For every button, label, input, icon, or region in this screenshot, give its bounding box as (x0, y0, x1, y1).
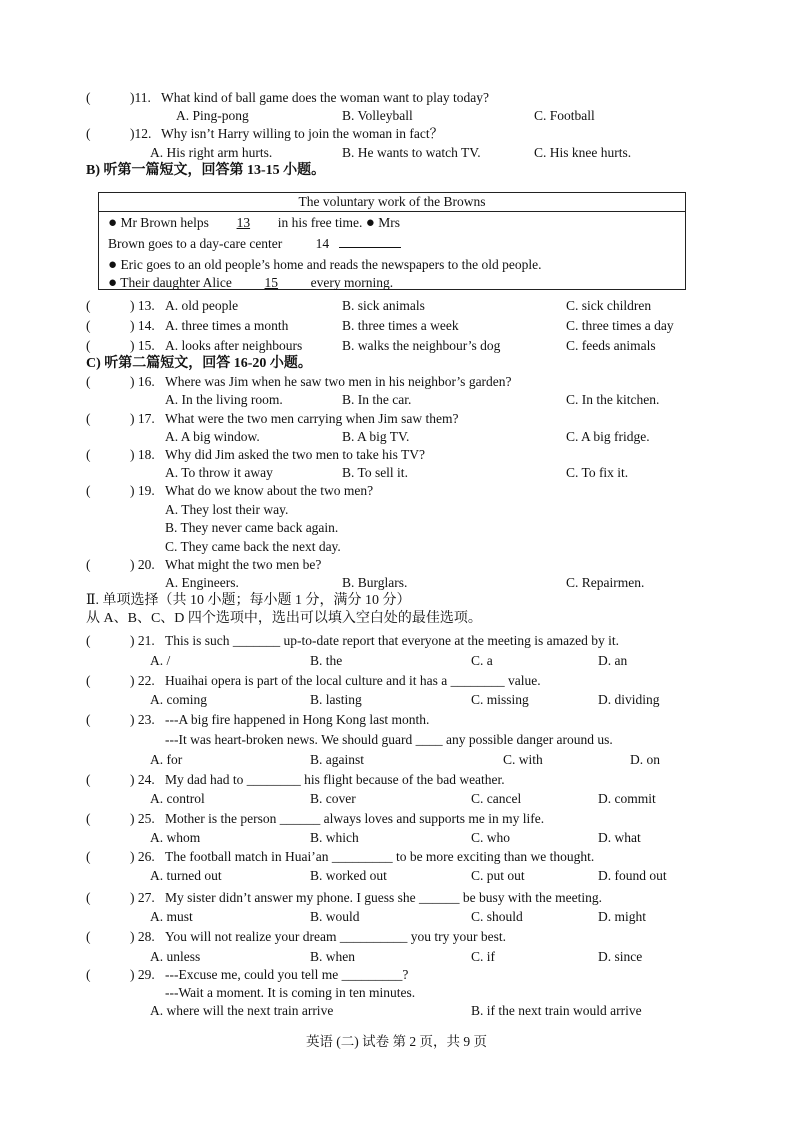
option-c: C. if (471, 949, 496, 964)
option-b: B. worked out (310, 868, 387, 883)
question-number: )12. (130, 126, 152, 141)
table-title: The voluntary work of the Browns (99, 193, 685, 212)
question-stem: What might the two men be? (165, 557, 322, 572)
option-b: B. They never came back again. (165, 520, 339, 535)
question-number: ) 20. (130, 557, 155, 572)
question-stem: Why did Jim asked the two men to take his TV? (165, 447, 425, 462)
option-c: C. To fix it. (566, 465, 629, 480)
option-d: D. found out (598, 868, 667, 883)
option-c: C. In the kitchen. (566, 392, 660, 407)
question-stem: ---Excuse me, could you tell me _________? (165, 967, 409, 982)
question-stem: The football match in Huai’an _________ to be more exciting than we thought. (165, 849, 595, 864)
question-number: ) 21. (130, 633, 155, 648)
option-a: A. turned out (150, 868, 222, 883)
answer-paren[interactable]: ( (86, 374, 91, 389)
option-a: A. looks after neighbours (165, 338, 303, 353)
question-stem-2: ---It was heart-broken news. We should guard ____ any possible danger around us. (165, 732, 613, 747)
option-d: D. dividing (598, 692, 660, 707)
option-d: D. might (598, 909, 647, 924)
section-c-heading: C) 听第二篇短文，回答 16-20 小题。 (86, 356, 312, 371)
option-c: C. with (503, 752, 543, 767)
answer-paren[interactable]: ( (86, 338, 91, 353)
option-c: C. should (471, 909, 523, 924)
option-c: C. sick children (566, 298, 652, 313)
option-c: C. They came back the next day. (165, 539, 341, 554)
blank-13[interactable]: 13 (236, 215, 251, 230)
answer-paren[interactable]: ( (86, 849, 91, 864)
option-a: A. where will the next train arrive (150, 1003, 334, 1018)
question-number: ) 27. (130, 890, 155, 905)
answer-paren[interactable]: ( (86, 772, 91, 787)
question-stem: Mother is the person ______ always loves and supports me in my life. (165, 811, 545, 826)
option-b: B. A big TV. (342, 429, 410, 444)
blank-14[interactable] (339, 235, 401, 248)
question-number: ) 17. (130, 411, 155, 426)
answer-paren[interactable]: ( (86, 929, 91, 944)
option-b: B. which (310, 830, 359, 845)
option-b: B. To sell it. (342, 465, 408, 480)
answer-paren[interactable]: ( (86, 890, 91, 905)
option-a: A. Ping-pong (176, 108, 249, 123)
option-d: D. on (630, 752, 660, 767)
option-a: A. must (150, 909, 193, 924)
option-b: B. if the next train would arrive (471, 1003, 642, 1018)
question-stem: Why isn’t Harry willing to join the woman in fact？ (161, 126, 444, 141)
option-a: A. / (150, 653, 171, 668)
option-b: B. three times a week (342, 318, 459, 333)
question-stem: This is such _______ up-to-date report that everyone at the meeting is amazed by it. (165, 633, 619, 648)
question-number: ) 24. (130, 772, 155, 787)
option-c: C. Repairmen. (566, 575, 645, 590)
option-a: A. whom (150, 830, 201, 845)
option-b: B. Burglars. (342, 575, 408, 590)
option-b: B. sick animals (342, 298, 425, 313)
answer-paren[interactable]: ( (86, 318, 91, 333)
blank-15[interactable]: 15 (264, 275, 279, 290)
option-b: B. against (310, 752, 364, 767)
option-c: C. a (471, 653, 493, 668)
bullet-icon: ● (365, 215, 375, 231)
question-stem: You will not realize your dream __________ you try your best. (165, 929, 506, 944)
option-c: C. His knee hurts. (534, 145, 632, 160)
option-b: B. lasting (310, 692, 362, 707)
question-stem: ---A big fire happened in Hong Kong last month. (165, 712, 430, 727)
answer-paren[interactable]: ( (86, 967, 91, 982)
answer-paren[interactable]: ( (86, 483, 91, 498)
answer-paren[interactable]: ( (86, 557, 91, 572)
answer-paren[interactable]: ( (86, 712, 91, 727)
answer-paren[interactable]: ( (86, 673, 91, 688)
section-b-heading: B) 听第一篇短文，回答第 13-15 小题。 (86, 163, 326, 178)
option-c: C. who (471, 830, 511, 845)
question-stem: My dad had to ________ his flight because of the bad weather. (165, 772, 505, 787)
option-b: B. Volleyball (342, 108, 413, 123)
question-number: ) 19. (130, 483, 155, 498)
question-stem: Where was Jim when he saw two men in his neighbor’s garden? (165, 374, 512, 389)
question-stem: Huaihai opera is part of the local culture and it has a ________ value. (165, 673, 541, 688)
question-stem: What were the two men carrying when Jim saw them? (165, 411, 459, 426)
option-c: C. A big fridge. (566, 429, 650, 444)
browns-work-table (98, 192, 686, 290)
option-b: B. In the car. (342, 392, 412, 407)
question-number: ) 16. (130, 374, 155, 389)
option-c: C. Football (534, 108, 595, 123)
option-d: D. what (598, 830, 641, 845)
answer-paren[interactable]: ( (86, 298, 91, 313)
answer-paren[interactable]: ( (86, 411, 91, 426)
option-c: C. cancel (471, 791, 522, 806)
table-row-1: ● Mr Brown helps 13 in his free time. ● Mrs (108, 215, 400, 231)
question-stem: What do we know about the two men? (165, 483, 374, 498)
answer-paren[interactable]: ( (86, 90, 91, 105)
answer-paren[interactable]: ( (86, 633, 91, 648)
question-number: ) 23. (130, 712, 155, 727)
option-a: A. A big window. (165, 429, 260, 444)
question-number: )11. (130, 90, 151, 105)
option-c: C. feeds animals (566, 338, 656, 353)
section-ii-heading: Ⅱ. 单项选择（共 10 小题；每小题 1 分，满分 10 分） (86, 593, 411, 608)
option-d: D. since (598, 949, 643, 964)
option-b: B. when (310, 949, 355, 964)
answer-paren[interactable]: ( (86, 811, 91, 826)
question-number: ) 14. (130, 318, 155, 333)
page-footer: 英语 (二) 试卷 第 2 页，共 9 页 (305, 1034, 488, 1049)
question-stem: What kind of ball game does the woman want to play today? (161, 90, 490, 105)
option-b: B. the (310, 653, 343, 668)
question-stem-2: ---Wait a moment. It is coming in ten minutes. (165, 985, 416, 1000)
option-d: D. commit (598, 791, 656, 806)
question-number: ) 15. (130, 338, 155, 353)
option-c: C. put out (471, 868, 525, 883)
table-row-3: ● Eric goes to an old people’s home and reads the newspapers to the old people. (108, 257, 542, 273)
answer-paren[interactable]: ( (86, 447, 91, 462)
question-stem: My sister didn’t answer my phone. I guess she ______ be busy with the meeting. (165, 890, 602, 905)
question-number: ) 22. (130, 673, 155, 688)
option-a: A. In the living room. (165, 392, 283, 407)
bullet-icon: ● (108, 275, 118, 291)
option-a: A. coming (150, 692, 207, 707)
bullet-icon: ● (108, 257, 118, 273)
option-a: A. for (150, 752, 183, 767)
table-row-4: ● Their daughter Alice 15 every morning. (108, 275, 394, 291)
option-a: A. control (150, 791, 205, 806)
option-c: C. three times a day (566, 318, 674, 333)
option-a: A. three times a month (165, 318, 289, 333)
table-row-2: Brown goes to a day-care center 14 (108, 235, 401, 253)
option-c: C. missing (471, 692, 529, 707)
section-ii-instructions: 从 A、B、C、D 四个选项中，选出可以填入空白处的最佳选项。 (86, 611, 482, 626)
option-a: A. His right arm hurts. (150, 145, 273, 160)
option-b: B. would (310, 909, 360, 924)
option-b: B. walks the neighbour’s dog (342, 338, 501, 353)
bullet-icon: ● (108, 215, 118, 231)
question-number: ) 26. (130, 849, 155, 864)
option-a: A. They lost their way. (165, 502, 289, 517)
option-b: B. He wants to watch TV. (342, 145, 481, 160)
option-a: A. Engineers. (165, 575, 239, 590)
option-d: D. an (598, 653, 628, 668)
blank-14-number: 14 (315, 236, 330, 251)
option-b: B. cover (310, 791, 356, 806)
answer-paren[interactable]: ( (86, 126, 91, 141)
question-number: ) 18. (130, 447, 155, 462)
question-number: ) 13. (130, 298, 155, 313)
option-a: A. old people (165, 298, 239, 313)
option-a: A. unless (150, 949, 201, 964)
question-number: ) 28. (130, 929, 155, 944)
question-number: ) 25. (130, 811, 155, 826)
option-a: A. To throw it away (165, 465, 273, 480)
question-number: ) 29. (130, 967, 155, 982)
